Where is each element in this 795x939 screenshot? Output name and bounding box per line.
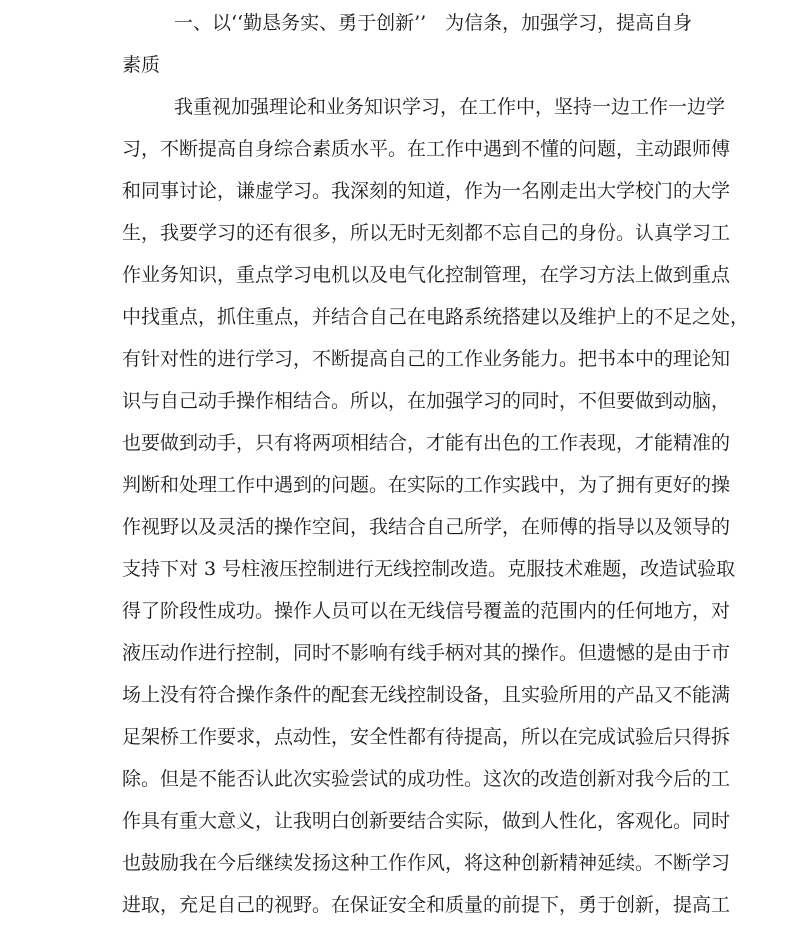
paragraph-line-15: 场上没有符合操作条件的配套无线控制设备，且实验所用的产品又不能满 — [122, 684, 731, 706]
section-heading-line-1: 一、以‘‘勤恳务实、勇于创新’’ 为信条，加强学习，提高自身 — [174, 12, 693, 34]
paragraph-line-1: 我重视加强理论和业务知识学习，在工作中，坚持一边工作一边学 — [174, 96, 726, 118]
paragraph-line-10: 判断和处理工作中遇到的问题。在实际的工作实践中，为了拥有更好的操 — [122, 474, 731, 496]
paragraph-line-6: 中找重点，抓住重点，并结合自己在电路系统搭建以及维护上的不足之处， — [122, 306, 750, 328]
paragraph-line-9: 也要做到动手，只有将两项相结合，才能有出色的工作表现，才能精准的 — [122, 432, 731, 454]
paragraph-line-17: 除。但是不能否认此次实验尝试的成功性。这次的改造创新对我今后的工 — [122, 768, 731, 790]
paragraph-line-8: 识与自己动手操作相结合。所以，在加强学习的同时，不但要做到动脑， — [122, 390, 731, 412]
paragraph-line-11: 作视野以及灵活的操作空间，我结合自己所学，在师傅的指导以及领导的 — [122, 516, 731, 538]
paragraph-line-5: 作业务知识，重点学习电机以及电气化控制管理，在学习方法上做到重点 — [122, 264, 731, 286]
section-heading-line-2: 素质 — [122, 54, 161, 76]
paragraph-line-7: 有针对性的进行学习，不断提高自己的工作业务能力。把书本中的理论知 — [122, 348, 731, 370]
paragraph-line-16: 足架桥工作要求，点动性，安全性都有待提高，所以在完成试验后只得拆 — [122, 726, 731, 748]
paragraph-line-19: 也鼓励我在今后继续发扬这种工作作风，将这种创新精神延续。不断学习 — [122, 852, 731, 874]
paragraph-line-13: 得了阶段性成功。操作人员可以在无线信号覆盖的范围内的任何地方，对 — [122, 600, 731, 622]
paragraph-line-14: 液压动作进行控制，同时不影响有线手柄对其的操作。但遗憾的是由于市 — [122, 642, 731, 664]
paragraph-line-18: 作具有重大意义，让我明白创新要结合实际，做到人性化，客观化。同时 — [122, 810, 731, 832]
paragraph-line-2: 习，不断提高自身综合素质水平。在工作中遇到不懂的问题，主动跟师傅 — [122, 138, 731, 160]
paragraph-line-20: 进取，充足自己的视野。在保证安全和质量的前提下，勇于创新，提高工 — [122, 894, 731, 916]
paragraph-line-4: 生，我要学习的还有很多，所以无时无刻都不忘自己的身份。认真学习工 — [122, 222, 731, 244]
paragraph-line-3: 和同事讨论，谦虚学习。我深刻的知道，作为一名刚走出大学校门的大学 — [122, 180, 731, 202]
paragraph-line-12: 支持下对 3 号柱液压控制进行无线控制改造。克服技术难题，改造试验取 — [122, 558, 736, 580]
